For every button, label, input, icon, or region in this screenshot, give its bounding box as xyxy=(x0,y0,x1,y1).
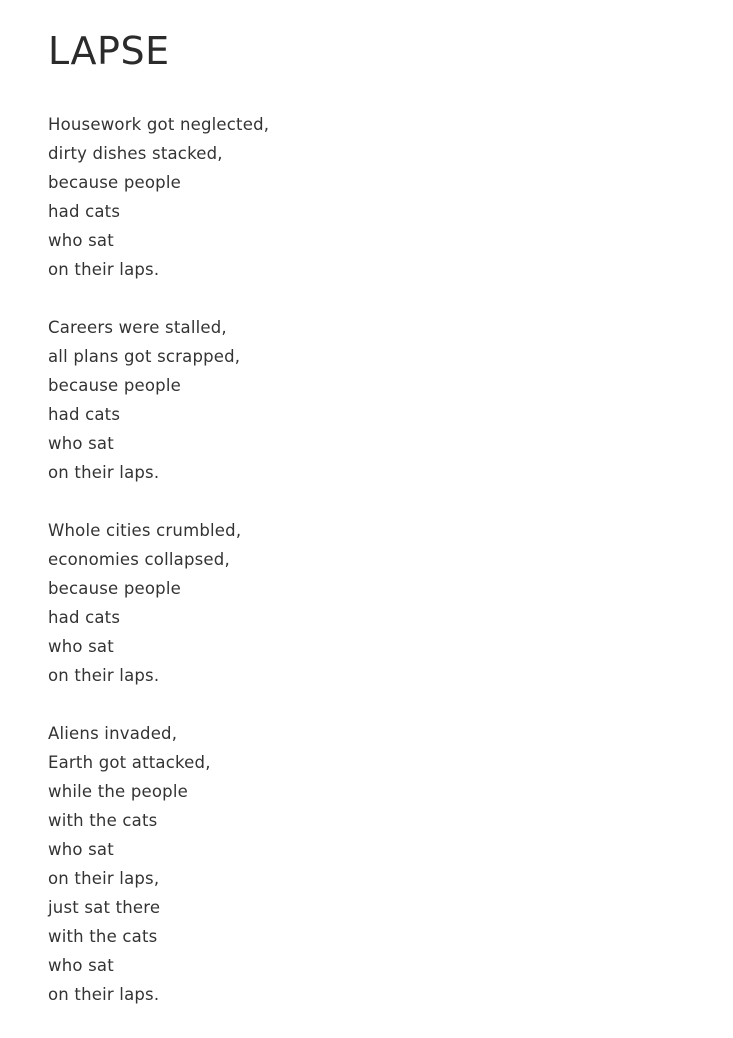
poem-line: Careers were stalled, xyxy=(48,318,227,337)
poem-line: who sat xyxy=(48,840,114,859)
poem-line: with the cats xyxy=(48,811,158,830)
poem-line: had cats xyxy=(48,608,121,627)
poem-line: economies collapsed, xyxy=(48,550,230,569)
poem-line: on their laps, xyxy=(48,869,160,888)
poem-line: Housework got neglected, xyxy=(48,115,270,134)
poem-line: just sat there xyxy=(48,898,161,917)
poem-line: because people xyxy=(48,579,181,598)
poem-line: on their laps. xyxy=(48,260,160,279)
poem-line: because people xyxy=(48,376,181,395)
poem-line: who sat xyxy=(48,637,114,656)
poem-line: Whole cities crumbled, xyxy=(48,521,242,540)
poem-line: who sat xyxy=(48,956,114,975)
poem-line: who sat xyxy=(48,434,114,453)
poem-line: Earth got attacked, xyxy=(48,753,211,772)
stanza-3 xyxy=(48,516,713,690)
poem-line: all plans got scrapped, xyxy=(48,347,241,366)
poem-line: Aliens invaded, xyxy=(48,724,178,743)
poem-line: on their laps. xyxy=(48,985,160,1004)
poem-line: on their laps. xyxy=(48,463,160,482)
poem-body xyxy=(48,110,713,1009)
poem-line: on their laps. xyxy=(48,666,160,685)
poem-line: while the people xyxy=(48,782,188,801)
poem-line: had cats xyxy=(48,405,121,424)
poem-line: dirty dishes stacked, xyxy=(48,144,223,163)
stanza-2 xyxy=(48,313,713,487)
poem-line: who sat xyxy=(48,231,114,250)
stanza-4 xyxy=(48,719,713,1009)
poem-line: had cats xyxy=(48,202,121,221)
stanza-1 xyxy=(48,110,713,284)
poem-title: LAPSE xyxy=(48,29,170,73)
poem-line: because people xyxy=(48,173,181,192)
poem-line: with the cats xyxy=(48,927,158,946)
poem-page xyxy=(48,0,713,1038)
